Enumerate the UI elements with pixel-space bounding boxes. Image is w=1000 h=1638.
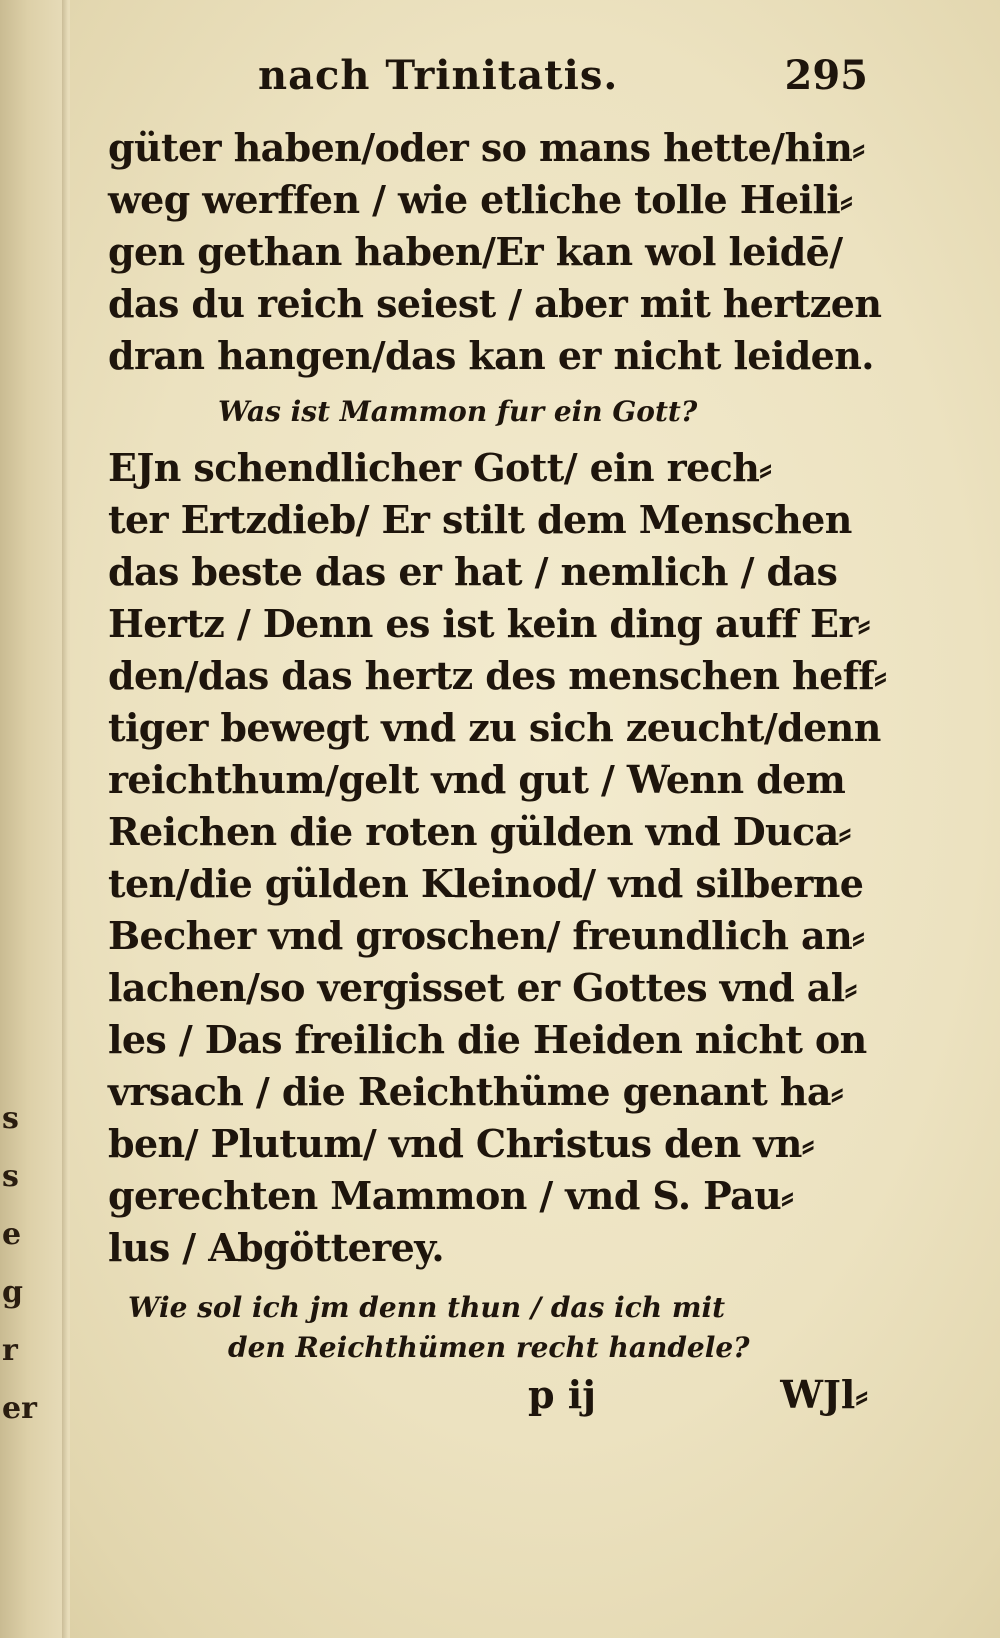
gutter-shadow: [62, 0, 68, 1638]
text-line: Becher vnd groschen/ freundlich an⸗: [108, 913, 865, 958]
text-line: das beste das er hat / nemlich / das: [108, 549, 838, 594]
running-title: nach Trinitatis.: [258, 52, 619, 99]
page-footer: [108, 1372, 898, 1422]
text-line: gen gethan haben/Er kan wol leidē/: [108, 229, 843, 274]
text-line: güter haben/oder so mans hette/hin⸗: [108, 125, 865, 170]
question-heading: Was ist Mammon fur ein Gott?: [218, 395, 698, 428]
text-line: EJn schendlicher Gott/ ein rech⸗: [108, 445, 772, 490]
text-line: dran hangen/das kan er nicht leiden.: [108, 333, 874, 378]
running-head: [108, 52, 898, 122]
answer-paragraph: [108, 442, 898, 1274]
facing-page-fragment: s: [2, 1101, 19, 1136]
text-line: weg werffen / wie etliche tolle Heili⸗: [108, 177, 853, 222]
facing-page-fragment: er: [2, 1391, 37, 1426]
question-line: den Reichthümen recht handele?: [228, 1331, 750, 1364]
text-line: ter Ertzdieb/ Er stilt dem Menschen: [108, 497, 852, 542]
facing-page-fragment: g: [2, 1275, 23, 1310]
facing-page-fragment: s: [2, 1159, 19, 1194]
text-line: ten/die gülden Kleinod/ vnd silberne: [108, 861, 864, 906]
text-line: tiger bewegt vnd zu sich zeucht/denn: [108, 705, 881, 750]
text-line: Reichen die roten gülden vnd Duca⸗: [108, 809, 851, 854]
question-heading: [108, 1288, 898, 1368]
facing-page-fragment: r: [2, 1333, 18, 1368]
text-line: les / Das freilich die Heiden nicht on: [108, 1017, 867, 1062]
page-number: 295: [784, 52, 868, 99]
text-line: lus / Abgötterey.: [108, 1225, 444, 1270]
text-line: lachen/so vergisset er Gottes vnd al⸗: [108, 965, 857, 1010]
catchword: WJl⸗: [780, 1372, 868, 1417]
text-line: reichthum/gelt vnd gut / Wenn dem: [108, 757, 846, 802]
text-line: gerechten Mammon / vnd S. Pau⸗: [108, 1173, 794, 1218]
text-line: vrsach / die Reichthüme genant ha⸗: [108, 1069, 843, 1114]
text-line: den/das das hertz des menschen heff⸗: [108, 653, 887, 698]
question-line: Wie sol ich jm denn thun / das ich mit: [128, 1291, 726, 1324]
text-line: das du reich seiest / aber mit hertzen: [108, 281, 882, 326]
facing-page-fragment: e: [2, 1217, 22, 1252]
signature-mark: p ij: [528, 1372, 596, 1417]
body-paragraph: [108, 122, 898, 382]
text-line: ben/ Plutum/ vnd Christus den vn⸗: [108, 1121, 814, 1166]
text-line: Hertz / Denn es ist kein ding auff Er⸗: [108, 601, 870, 646]
text-column: [108, 52, 898, 1422]
